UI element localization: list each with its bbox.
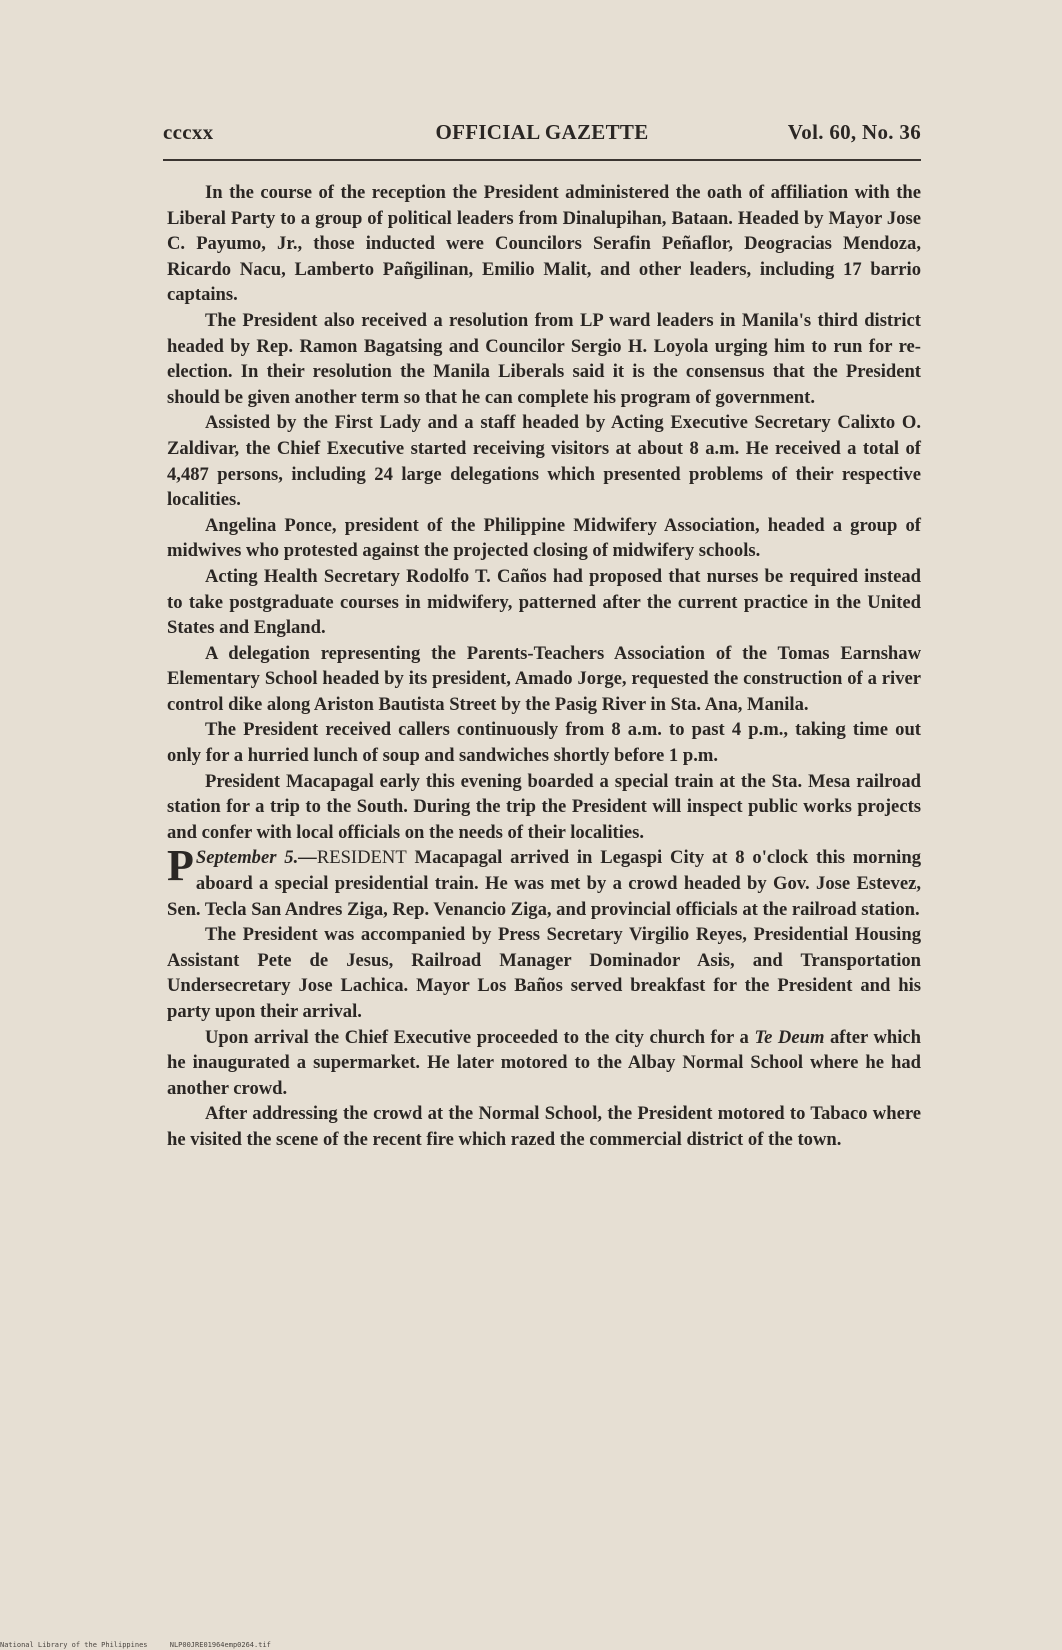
header-rule: [163, 159, 921, 161]
page-number: cccxx: [163, 120, 214, 144]
drop-cap-word: RESIDENT: [316, 847, 407, 869]
dated-entry-paragraph: [167, 841, 921, 922]
entry-date: September 5.—: [195, 847, 317, 869]
te-deum-paragraph: [167, 1025, 921, 1102]
te-deum-before: Upon arrival the Chief Executive proceeded to the city church for a: [205, 1026, 755, 1048]
paragraph: Acting Health Secretary Rodolfo T. Caños had proposed that nurses be required instead to take postgraduate courses in midwifery, patterned after the current practice in the United States and England.: [167, 565, 921, 639]
paragraph: President Macapagal early this evening boarded a special train at the Sta. Mesa railroad station for a trip to the South. During the trip the President will inspect public works projects and confer with local officials on the needs of their localities.: [167, 770, 921, 843]
footer-file-id: NLP00JRE01964emp0264.tif: [169, 1641, 271, 1649]
paragraph: After addressing the crowd at the Normal School, the President motored to Tabaco where he visited the scene of the recent fire which razed the commercial district of the town.: [167, 1103, 921, 1150]
paragraph: The President was accompanied by Press Secretary Virgilio Reyes, Presidential Housing Assistant Pete de Jesus, Railroad Manager Dominador Asis, and Transportation Undersecretary Jose Lachica. Mayor Los Baños served breakfast for the President and his party upon their arrival.: [167, 924, 921, 1022]
publication-title: OFFICIAL GAZETTE: [435, 120, 649, 144]
paragraph: Angelina Ponce, president of the Philippine Midwifery Association, headed a group of midwives who protested against the projected closing of midwifery schools.: [167, 514, 921, 562]
paragraph: A delegation representing the Parents-Teachers Association of the Tomas Earnshaw Elementary School headed by its president, Amado Jorge, requested the construction of a river control dike along Ariston Bautista Street by the Pasig River in Sta. Ana, Manila.: [167, 642, 921, 715]
volume-number: Vol. 60, No. 36: [787, 120, 921, 144]
paragraph: The President received callers continuously from 8 a.m. to past 4 p.m., taking time out only for a hurried lunch of soup and sandwiches shortly before 1 p.m.: [167, 719, 921, 767]
dated-entry-text: Macapagal arrived in Legaspi City at 8 o'clock this morning aboard a special presidential train. He was met by a crowd headed by Gov. Jose Estevez, Sen. Tecla San Andres Ziga, Rep. Venancio Ziga, and provincial officials at the railroad station.: [167, 847, 921, 920]
paragraph: In the course of the reception the President administered the oath of affiliation with the Liberal Party to a group of political leaders from Dinalupihan, Bataan. Headed by Mayor Jose C. Payumo, Jr., those inducted were Councilors Serafin Peñaflor, Deogracias Mendoza, Ricardo Nacu, Lamberto Pañgilinan, Emilio Malit, and other leaders, including 17 barrio captains.: [167, 182, 921, 306]
te-deum-italic: Te Deum: [754, 1026, 825, 1048]
footer-library: National Library of the Philippines: [0, 1641, 148, 1649]
article-body: [167, 180, 921, 1153]
scan-footer: [0, 1640, 1062, 1650]
paragraph: The President also received a resolution from LP ward leaders in Manila's third district headed by Rep. Ramon Bagatsing and Councilor Sergio H. Loyola urging him to run for re-election. In their resolution the Manila Liberals said it is the consensus that the President should be given another term so that he can complete his program of government.: [167, 309, 921, 408]
drop-cap: P: [167, 841, 194, 891]
te-deum-after: after which he inaugurated a supermarket. He later motored to the Albay Normal School where he had another crowd.: [167, 1026, 921, 1099]
paragraph: Assisted by the First Lady and a staff headed by Acting Executive Secretary Calixto O. Zaldivar, the Chief Executive started receiving visitors at about 8 a.m. He received a total of 4,487 persons, including 24 large delegations which presented problems of their respective localities.: [167, 412, 921, 511]
page-header: [163, 120, 921, 152]
